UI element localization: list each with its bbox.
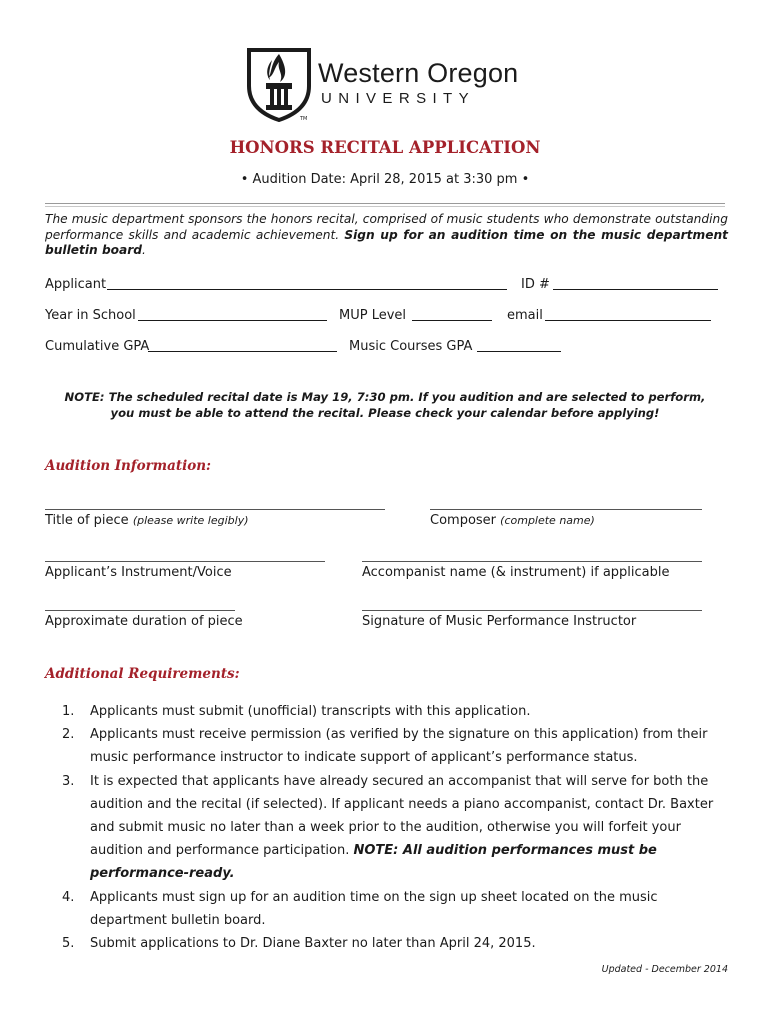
note-line-2: you must be able to attend the recital. Please check your calendar before applying! bbox=[110, 405, 660, 420]
intro-end: . bbox=[142, 243, 146, 257]
intro-bold-text: Sign up for an audition time on the music department bulletin board bbox=[45, 227, 728, 257]
trademark-mark: TM bbox=[300, 116, 308, 122]
audition-info-heading: Audition Information: bbox=[45, 458, 211, 474]
page-title: HONORS RECITAL APPLICATION bbox=[229, 138, 541, 157]
list-text-main: It is expected that applicants have already secured an accompanist that will serve for both the audition and the recital (if selected). If applicant needs a piano accompanist, contact Dr. Baxter and submit music no later than a week prior to the audition, otherwise you will forfeit your audition and performance participation. bbox=[90, 773, 714, 859]
composer-label bbox=[430, 513, 595, 528]
list-text-bold: NOTE: All audition performances must be performance-ready. bbox=[90, 843, 657, 882]
music-gpa-field[interactable] bbox=[477, 338, 561, 352]
list-number: 4. bbox=[62, 889, 75, 905]
intro-text: The music department sponsors the honors recital, comprised of music students who demonstrate outstanding performance skills and academic achievement. bbox=[45, 212, 728, 242]
list-item bbox=[62, 886, 732, 932]
duration-field[interactable] bbox=[45, 610, 235, 611]
mup-field[interactable] bbox=[412, 307, 492, 321]
note-line-1: NOTE: The scheduled recital date is May 19, 7:30 pm. If you audition and are selected to perform, bbox=[64, 390, 706, 404]
instrument-field[interactable] bbox=[45, 561, 325, 562]
gpa-label: Cumulative GPA bbox=[45, 339, 150, 354]
composer-text: Composer bbox=[430, 513, 497, 528]
list-text: Applicants must sign up for an audition time on the sign up sheet located on the music department bulletin board. bbox=[90, 889, 658, 928]
applicant-field[interactable] bbox=[107, 276, 507, 290]
year-label: Year in School bbox=[45, 308, 136, 323]
list-number: 5. bbox=[62, 936, 75, 952]
list-text: Submit applications to Dr. Diane Baxter no later than April 24, 2015. bbox=[90, 936, 536, 952]
title-piece-hint: (please write legibly) bbox=[132, 514, 249, 527]
recital-note bbox=[60, 390, 710, 421]
intro-paragraph bbox=[45, 212, 728, 259]
title-piece-label bbox=[45, 513, 249, 528]
divider bbox=[45, 203, 725, 204]
composer-hint: (complete name) bbox=[500, 514, 595, 527]
list-number: 2. bbox=[62, 727, 75, 743]
applicant-label: Applicant bbox=[45, 277, 107, 292]
id-label: ID # bbox=[521, 277, 550, 292]
music-gpa-label: Music Courses GPA bbox=[349, 339, 473, 354]
signature-label: Signature of Music Performance Instructor bbox=[362, 614, 637, 629]
accompanist-field[interactable] bbox=[362, 561, 702, 562]
university-subtitle: UNIVERSITY bbox=[321, 90, 476, 107]
year-field[interactable] bbox=[138, 307, 327, 321]
list-item bbox=[62, 770, 732, 886]
id-field[interactable] bbox=[553, 276, 718, 290]
composer-field[interactable] bbox=[430, 509, 702, 510]
requirements-list bbox=[62, 700, 732, 955]
gpa-field[interactable] bbox=[148, 338, 337, 352]
title-piece-field[interactable] bbox=[45, 509, 385, 510]
university-torch-logo bbox=[246, 44, 312, 122]
mup-label: MUP Level bbox=[339, 308, 407, 323]
list-item bbox=[62, 723, 732, 769]
university-name: Western Oregon bbox=[318, 58, 519, 88]
updated-note: Updated - December 2014 bbox=[601, 964, 728, 975]
list-text: Applicants must submit (unofficial) transcripts with this application. bbox=[90, 704, 531, 719]
signature-field[interactable] bbox=[362, 610, 702, 611]
list-text: Applicants must receive permission (as verified by the signature on this application) from their music performance instructor to indicate support of applicant’s performance status. bbox=[90, 727, 708, 766]
accompanist-label: Accompanist name (& instrument) if applicable bbox=[362, 565, 670, 580]
requirements-heading: Additional Requirements: bbox=[45, 666, 240, 682]
title-piece-text: Title of piece bbox=[45, 513, 129, 528]
audition-date: • Audition Date: April 28, 2015 at 3:30 pm • bbox=[240, 172, 530, 187]
duration-label: Approximate duration of piece bbox=[45, 614, 243, 629]
list-text bbox=[90, 770, 732, 886]
list-number: 3. bbox=[62, 773, 75, 789]
instrument-label: Applicant’s Instrument/Voice bbox=[45, 565, 232, 580]
email-label: email bbox=[507, 308, 543, 323]
email-field[interactable] bbox=[545, 307, 711, 321]
list-number: 1. bbox=[62, 704, 75, 719]
list-item bbox=[62, 932, 732, 955]
list-item bbox=[62, 700, 732, 723]
divider bbox=[45, 206, 725, 207]
